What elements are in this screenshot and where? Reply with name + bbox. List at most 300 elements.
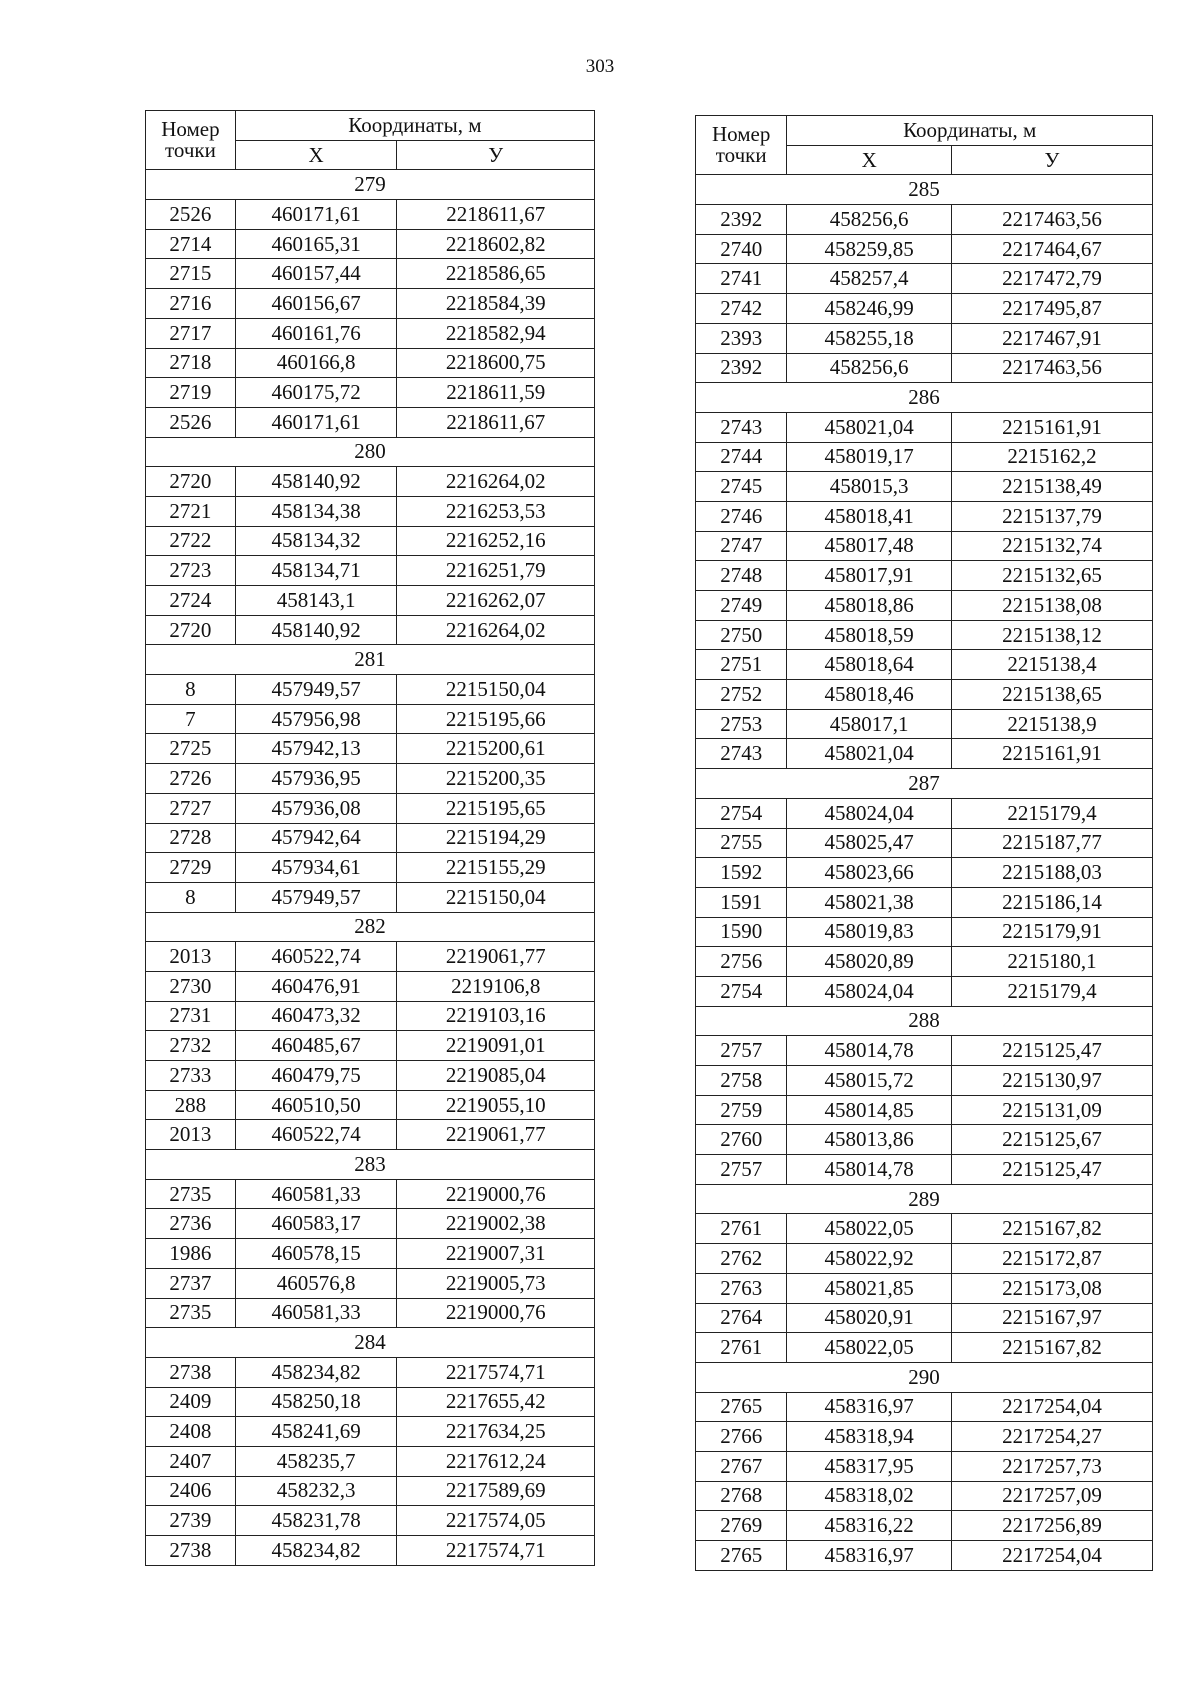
group-label: 289	[696, 1184, 1153, 1214]
x-coordinate-cell: 458017,48	[787, 531, 952, 561]
table-row	[146, 675, 595, 705]
table-row	[696, 561, 1153, 591]
point-number-cell: 2715	[146, 259, 236, 289]
x-coordinate-cell: 458015,72	[787, 1066, 952, 1096]
table-row	[146, 1357, 595, 1387]
point-number-cell: 1592	[696, 858, 787, 888]
x-coordinate-cell: 458018,59	[787, 620, 952, 650]
x-coordinate-cell: 458018,64	[787, 650, 952, 680]
table-row	[146, 1298, 595, 1328]
point-number-cell: 2765	[696, 1392, 787, 1422]
group-row	[696, 1362, 1153, 1392]
point-number-cell: 2738	[146, 1536, 236, 1566]
y-coordinate-cell: 2215187,77	[951, 828, 1152, 858]
group-row	[146, 1150, 595, 1180]
table-row	[696, 887, 1153, 917]
point-number-cell: 2750	[696, 620, 787, 650]
point-number-cell: 2716	[146, 289, 236, 319]
y-coordinate-cell: 2216253,53	[397, 496, 595, 526]
point-number-cell: 2746	[696, 501, 787, 531]
point-number-cell: 2755	[696, 828, 787, 858]
x-coordinate-cell: 460485,67	[235, 1031, 397, 1061]
y-coordinate-cell: 2215188,03	[951, 858, 1152, 888]
point-number-cell: 2723	[146, 556, 236, 586]
x-coordinate-cell: 458316,22	[787, 1511, 952, 1541]
point-number-cell: 2526	[146, 407, 236, 437]
point-number-cell: 2720	[146, 467, 236, 497]
x-coordinate-cell: 458014,78	[787, 1155, 952, 1185]
table-row	[146, 853, 595, 883]
y-coordinate-cell: 2217257,73	[951, 1451, 1152, 1481]
table-row	[146, 882, 595, 912]
y-coordinate-cell: 2217256,89	[951, 1511, 1152, 1541]
x-coordinate-cell: 458018,41	[787, 501, 952, 531]
y-coordinate-cell: 2215179,4	[951, 976, 1152, 1006]
y-coordinate-cell: 2216264,02	[397, 467, 595, 497]
y-coordinate-cell: 2217655,42	[397, 1387, 595, 1417]
point-number-cell: 2735	[146, 1179, 236, 1209]
y-coordinate-cell: 2215131,09	[951, 1095, 1152, 1125]
group-row	[146, 437, 595, 467]
table-row	[146, 734, 595, 764]
point-number-cell: 2736	[146, 1209, 236, 1239]
x-coordinate-cell: 458022,05	[787, 1214, 952, 1244]
x-coordinate-cell: 458024,04	[787, 976, 952, 1006]
x-coordinate-cell: 458021,38	[787, 887, 952, 917]
x-coordinate-cell: 460583,17	[235, 1209, 397, 1239]
table-row	[696, 1244, 1153, 1274]
table-row	[696, 1155, 1153, 1185]
x-coordinate-cell: 458134,71	[235, 556, 397, 586]
point-number-cell: 2720	[146, 615, 236, 645]
point-number-cell: 2762	[696, 1244, 787, 1274]
x-coordinate-cell: 458234,82	[235, 1536, 397, 1566]
coordinates-table-right	[695, 115, 1153, 1571]
table-body	[696, 175, 1153, 1570]
point-number-cell: 288	[146, 1090, 236, 1120]
point-number-cell: 2754	[696, 798, 787, 828]
x-coordinate-cell: 460161,76	[235, 318, 397, 348]
table-row	[146, 1476, 595, 1506]
point-number-cell: 2749	[696, 591, 787, 621]
y-coordinate-cell: 2215138,08	[951, 591, 1152, 621]
y-coordinate-cell: 2215200,35	[397, 764, 595, 794]
x-coordinate-cell: 458317,95	[787, 1451, 952, 1481]
table-row	[696, 828, 1153, 858]
table-row	[146, 200, 595, 230]
table-row	[146, 615, 595, 645]
point-number-cell: 1591	[696, 887, 787, 917]
y-coordinate-cell: 2215138,65	[951, 680, 1152, 710]
point-number-cell: 2758	[696, 1066, 787, 1096]
point-number-cell: 2756	[696, 947, 787, 977]
y-coordinate-cell: 2217467,91	[951, 323, 1152, 353]
table-row	[146, 526, 595, 556]
x-coordinate-cell: 457942,64	[235, 823, 397, 853]
x-coordinate-cell: 458020,91	[787, 1303, 952, 1333]
x-coordinate-cell: 460476,91	[235, 971, 397, 1001]
table-row	[696, 709, 1153, 739]
x-coordinate-cell: 458019,17	[787, 442, 952, 472]
y-coordinate-cell: 2216251,79	[397, 556, 595, 586]
y-coordinate-cell: 2215125,47	[951, 1036, 1152, 1066]
group-label: 282	[146, 912, 595, 942]
table-row	[146, 1090, 595, 1120]
x-coordinate-cell: 458017,91	[787, 561, 952, 591]
group-label: 280	[146, 437, 595, 467]
point-number-cell: 2769	[696, 1511, 787, 1541]
y-coordinate-cell: 2219007,31	[397, 1239, 595, 1269]
table-row	[696, 680, 1153, 710]
point-number-cell: 2722	[146, 526, 236, 556]
y-coordinate-cell: 2219005,73	[397, 1268, 595, 1298]
x-coordinate-cell: 460473,32	[235, 1001, 397, 1031]
y-coordinate-cell: 2215172,87	[951, 1244, 1152, 1274]
x-coordinate-cell: 458250,18	[235, 1387, 397, 1417]
y-coordinate-cell: 2215137,79	[951, 501, 1152, 531]
x-coordinate-cell: 460175,72	[235, 378, 397, 408]
y-coordinate-cell: 2215132,74	[951, 531, 1152, 561]
y-coordinate-cell: 2215138,4	[951, 650, 1152, 680]
table-row	[696, 501, 1153, 531]
point-number-cell: 2743	[696, 412, 787, 442]
point-number-cell: 2766	[696, 1422, 787, 1452]
table-row	[696, 234, 1153, 264]
table-row	[696, 1214, 1153, 1244]
point-number-cell: 2719	[146, 378, 236, 408]
x-header: Х	[787, 145, 952, 175]
x-coordinate-cell: 458020,89	[787, 947, 952, 977]
x-coordinate-cell: 460581,33	[235, 1298, 397, 1328]
y-coordinate-cell: 2216264,02	[397, 615, 595, 645]
x-coordinate-cell: 460578,15	[235, 1239, 397, 1269]
group-label: 284	[146, 1328, 595, 1358]
group-row	[696, 1006, 1153, 1036]
x-coordinate-cell: 458018,46	[787, 680, 952, 710]
y-coordinate-cell: 2218611,59	[397, 378, 595, 408]
point-number-cell: 2745	[696, 472, 787, 502]
x-coordinate-cell: 460166,8	[235, 348, 397, 378]
y-coordinate-cell: 2217464,67	[951, 234, 1152, 264]
y-coordinate-cell: 2215179,4	[951, 798, 1152, 828]
y-coordinate-cell: 2217472,79	[951, 264, 1152, 294]
x-coordinate-cell: 460171,61	[235, 407, 397, 437]
table-row	[146, 1446, 595, 1476]
y-coordinate-cell: 2216252,16	[397, 526, 595, 556]
y-coordinate-cell: 2218602,82	[397, 229, 595, 259]
point-number-cell: 2751	[696, 650, 787, 680]
point-number-cell: 2406	[146, 1476, 236, 1506]
x-coordinate-cell: 457956,98	[235, 704, 397, 734]
y-coordinate-cell: 2215125,47	[951, 1155, 1152, 1185]
x-coordinate-cell: 458015,3	[787, 472, 952, 502]
y-coordinate-cell: 2218611,67	[397, 200, 595, 230]
x-coordinate-cell: 458023,66	[787, 858, 952, 888]
y-coordinate-cell: 2217254,27	[951, 1422, 1152, 1452]
table-row	[696, 858, 1153, 888]
point-number-cell: 2727	[146, 793, 236, 823]
point-number-header	[696, 116, 787, 175]
table-row	[146, 229, 595, 259]
point-number-header-line1: Номер	[161, 117, 220, 142]
x-coordinate-cell: 458021,04	[787, 412, 952, 442]
table-row	[146, 259, 595, 289]
x-coordinate-cell: 458246,99	[787, 294, 952, 324]
table-row	[146, 586, 595, 616]
table-row	[696, 620, 1153, 650]
y-coordinate-cell: 2215130,97	[951, 1066, 1152, 1096]
group-row	[146, 1328, 595, 1358]
y-coordinate-cell: 2215161,91	[951, 739, 1152, 769]
point-number-cell: 2392	[696, 353, 787, 383]
table-row	[146, 1120, 595, 1150]
table-row	[146, 823, 595, 853]
y-coordinate-cell: 2215138,9	[951, 709, 1152, 739]
group-label: 286	[696, 383, 1153, 413]
y-coordinate-cell: 2215125,67	[951, 1125, 1152, 1155]
y-coordinate-cell: 2217463,56	[951, 205, 1152, 235]
x-coordinate-cell: 458318,02	[787, 1481, 952, 1511]
point-number-cell: 2729	[146, 853, 236, 883]
group-row	[696, 1184, 1153, 1214]
y-coordinate-cell: 2219061,77	[397, 1120, 595, 1150]
group-label: 288	[696, 1006, 1153, 1036]
group-row	[146, 912, 595, 942]
y-coordinate-cell: 2217463,56	[951, 353, 1152, 383]
table-row	[696, 472, 1153, 502]
y-coordinate-cell: 2215155,29	[397, 853, 595, 883]
x-coordinate-cell: 460171,61	[235, 200, 397, 230]
x-coordinate-cell: 458143,1	[235, 586, 397, 616]
coordinates-table-left	[145, 110, 595, 1566]
table-row	[696, 947, 1153, 977]
point-number-cell: 2754	[696, 976, 787, 1006]
table-row	[696, 1392, 1153, 1422]
table-row	[696, 917, 1153, 947]
table-row	[696, 1541, 1153, 1571]
point-number-cell: 2757	[696, 1155, 787, 1185]
point-number-cell: 2748	[696, 561, 787, 591]
x-coordinate-cell: 458024,04	[787, 798, 952, 828]
x-coordinate-cell: 458013,86	[787, 1125, 952, 1155]
point-number-header	[146, 111, 236, 170]
point-number-cell: 2392	[696, 205, 787, 235]
point-number-cell: 2761	[696, 1214, 787, 1244]
table-row	[146, 971, 595, 1001]
group-row	[696, 769, 1153, 799]
y-coordinate-cell: 2215180,1	[951, 947, 1152, 977]
x-coordinate-cell: 458018,86	[787, 591, 952, 621]
y-coordinate-cell: 2217634,25	[397, 1417, 595, 1447]
x-coordinate-cell: 460157,44	[235, 259, 397, 289]
point-number-cell: 2740	[696, 234, 787, 264]
point-number-cell: 2731	[146, 1001, 236, 1031]
table-row	[146, 556, 595, 586]
group-label: 279	[146, 170, 595, 200]
page-number: 303	[585, 56, 615, 77]
x-coordinate-cell: 460156,67	[235, 289, 397, 319]
table-row	[146, 1268, 595, 1298]
y-coordinate-cell: 2219106,8	[397, 971, 595, 1001]
point-number-cell: 2714	[146, 229, 236, 259]
y-coordinate-cell: 2218611,67	[397, 407, 595, 437]
x-coordinate-cell: 458259,85	[787, 234, 952, 264]
x-coordinate-cell: 460522,74	[235, 1120, 397, 1150]
y-coordinate-cell: 2217495,87	[951, 294, 1152, 324]
table-row	[146, 378, 595, 408]
x-coordinate-cell: 458257,4	[787, 264, 952, 294]
point-number-cell: 2752	[696, 680, 787, 710]
y-coordinate-cell: 2217574,71	[397, 1357, 595, 1387]
table-row	[146, 764, 595, 794]
point-number-cell: 2725	[146, 734, 236, 764]
point-number-cell: 2013	[146, 1120, 236, 1150]
table-row	[146, 1387, 595, 1417]
y-coordinate-cell: 2215195,66	[397, 704, 595, 734]
point-number-cell: 2732	[146, 1031, 236, 1061]
y-coordinate-cell: 2215132,65	[951, 561, 1152, 591]
table-row	[146, 407, 595, 437]
point-number-cell: 2743	[696, 739, 787, 769]
point-number-cell: 2761	[696, 1333, 787, 1363]
point-number-cell: 2744	[696, 442, 787, 472]
y-coordinate-cell: 2215167,97	[951, 1303, 1152, 1333]
table-row	[696, 1095, 1153, 1125]
x-coordinate-cell: 458255,18	[787, 323, 952, 353]
x-coordinate-cell: 457949,57	[235, 882, 397, 912]
group-label: 283	[146, 1150, 595, 1180]
point-number-header-line2: точки	[164, 138, 216, 163]
x-coordinate-cell: 460479,75	[235, 1061, 397, 1091]
y-coordinate-cell: 2217574,71	[397, 1536, 595, 1566]
x-coordinate-cell: 458235,7	[235, 1446, 397, 1476]
table-row	[696, 1066, 1153, 1096]
table-row	[696, 1333, 1153, 1363]
group-row	[146, 645, 595, 675]
point-number-cell: 2765	[696, 1541, 787, 1571]
table-row	[146, 318, 595, 348]
table-row	[146, 496, 595, 526]
point-number-cell: 2768	[696, 1481, 787, 1511]
point-number-cell: 8	[146, 675, 236, 705]
group-row	[146, 170, 595, 200]
group-label: 285	[696, 175, 1153, 205]
y-coordinate-cell: 2217257,09	[951, 1481, 1152, 1511]
point-number-cell: 2763	[696, 1273, 787, 1303]
table-row	[146, 1031, 595, 1061]
x-coordinate-cell: 458022,92	[787, 1244, 952, 1274]
x-coordinate-cell: 458234,82	[235, 1357, 397, 1387]
y-coordinate-cell: 2219085,04	[397, 1061, 595, 1091]
x-coordinate-cell: 457949,57	[235, 675, 397, 705]
x-coordinate-cell: 458241,69	[235, 1417, 397, 1447]
table-row	[696, 205, 1153, 235]
table-body	[146, 170, 595, 1565]
y-coordinate-cell: 2215194,29	[397, 823, 595, 853]
y-coordinate-cell: 2215179,91	[951, 917, 1152, 947]
table-row	[146, 1001, 595, 1031]
x-coordinate-cell: 458231,78	[235, 1506, 397, 1536]
point-number-header-line2: точки	[715, 143, 767, 168]
x-coordinate-cell: 458025,47	[787, 828, 952, 858]
point-number-cell: 2409	[146, 1387, 236, 1417]
y-coordinate-cell: 2215186,14	[951, 887, 1152, 917]
y-coordinate-cell: 2218600,75	[397, 348, 595, 378]
table-row	[146, 1506, 595, 1536]
table-row	[146, 1417, 595, 1447]
y-coordinate-cell: 2219061,77	[397, 942, 595, 972]
x-coordinate-cell: 460522,74	[235, 942, 397, 972]
table-row	[146, 704, 595, 734]
x-coordinate-cell: 457936,08	[235, 793, 397, 823]
point-number-header-line1: Номер	[712, 122, 771, 147]
group-row	[696, 175, 1153, 205]
y-coordinate-cell: 2219002,38	[397, 1209, 595, 1239]
x-coordinate-cell: 457936,95	[235, 764, 397, 794]
y-coordinate-cell: 2215138,12	[951, 620, 1152, 650]
table-row	[146, 1536, 595, 1566]
y-coordinate-cell: 2215195,65	[397, 793, 595, 823]
y-coordinate-cell: 2215167,82	[951, 1214, 1152, 1244]
point-number-cell: 2721	[146, 496, 236, 526]
table-row	[696, 1422, 1153, 1452]
table-row	[146, 289, 595, 319]
table-row	[696, 294, 1153, 324]
coordinates-header: Координаты, м	[235, 111, 594, 141]
point-number-cell: 2726	[146, 764, 236, 794]
point-number-cell: 2738	[146, 1357, 236, 1387]
y-coordinate-cell: 2219000,76	[397, 1298, 595, 1328]
y-coordinate-cell: 2215167,82	[951, 1333, 1152, 1363]
point-number-cell: 2724	[146, 586, 236, 616]
table-row	[696, 1303, 1153, 1333]
table-row	[696, 531, 1153, 561]
x-coordinate-cell: 458318,94	[787, 1422, 952, 1452]
group-row	[696, 383, 1153, 413]
table-row	[696, 264, 1153, 294]
y-coordinate-cell: 2215138,49	[951, 472, 1152, 502]
x-coordinate-cell: 460576,8	[235, 1268, 397, 1298]
x-coordinate-cell: 458017,1	[787, 709, 952, 739]
y-coordinate-cell: 2215150,04	[397, 675, 595, 705]
y-coordinate-cell: 2219000,76	[397, 1179, 595, 1209]
x-coordinate-cell: 458316,97	[787, 1541, 952, 1571]
point-number-cell: 2747	[696, 531, 787, 561]
x-coordinate-cell: 458022,05	[787, 1333, 952, 1363]
point-number-cell: 2742	[696, 294, 787, 324]
point-number-cell: 2408	[146, 1417, 236, 1447]
y-coordinate-cell: 2217612,24	[397, 1446, 595, 1476]
point-number-cell: 1986	[146, 1239, 236, 1269]
table-row	[146, 467, 595, 497]
table-row	[146, 1209, 595, 1239]
x-coordinate-cell: 458140,92	[235, 615, 397, 645]
x-coordinate-cell: 458256,6	[787, 205, 952, 235]
y-header: У	[951, 145, 1152, 175]
table-row	[696, 1273, 1153, 1303]
table-row	[696, 591, 1153, 621]
table-row	[696, 353, 1153, 383]
table-row	[146, 1179, 595, 1209]
table-row	[696, 650, 1153, 680]
y-coordinate-cell: 2216262,07	[397, 586, 595, 616]
y-coordinate-cell: 2217589,69	[397, 1476, 595, 1506]
x-coordinate-cell: 460165,31	[235, 229, 397, 259]
table-row	[696, 1451, 1153, 1481]
y-coordinate-cell: 2215161,91	[951, 412, 1152, 442]
x-coordinate-cell: 458140,92	[235, 467, 397, 497]
x-coordinate-cell: 458232,3	[235, 1476, 397, 1506]
